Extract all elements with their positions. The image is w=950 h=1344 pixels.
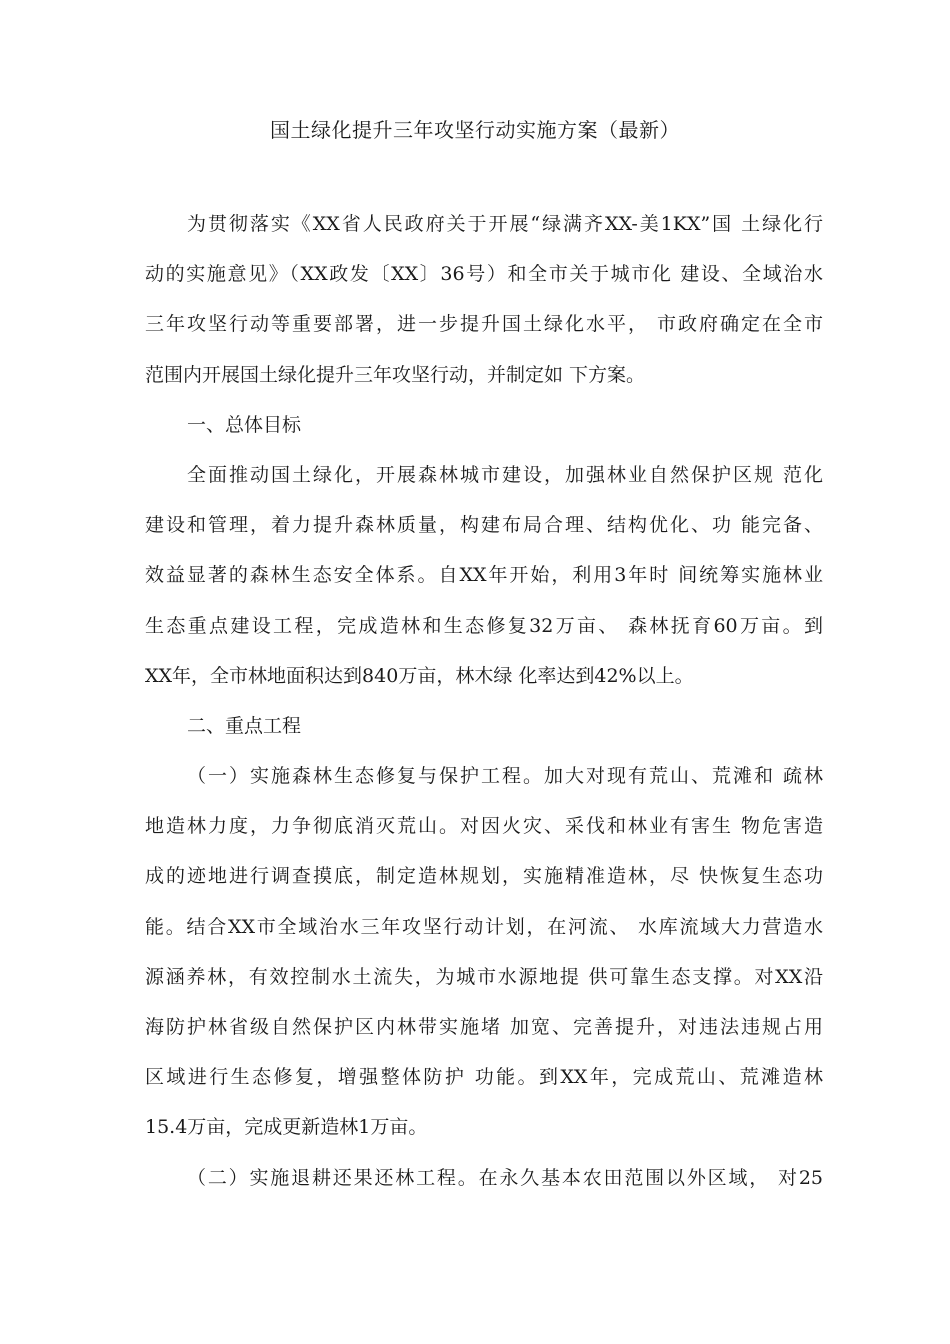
paragraph-line: 为贯彻落实《XX省人民政府关于开展“绿满齐XX-美1KX”国 土绿化行	[187, 213, 823, 235]
paragraph-line: （二）实施退耕还果还林工程。在永久基本农田范围以外区域， 对25	[187, 1166, 823, 1189]
paragraph-line: 范围内开展国土绿化提升三年攻坚行动，并制定如 下方案。	[145, 363, 646, 386]
paragraph-line: 三年攻坚行动等重要部署，进一步提升国土绿化水平， 市政府确定在全市	[145, 313, 823, 336]
document-body	[145, 206, 823, 1210]
paragraph-line: 成的迹地进行调查摸底，制定造林规划，实施精准造林，尽 快恢复生态功	[145, 865, 823, 888]
paragraph-line: （一）实施森林生态修复与保护工程。加大对现有荒山、荒滩和 疏林	[187, 765, 823, 788]
paragraph-line: 15.4万亩，完成更新造林1万亩。	[145, 1116, 428, 1139]
document-title: 国土绿化提升三年攻坚行动实施方案（最新）	[270, 118, 680, 142]
paragraph-line: 全面推动国土绿化，开展森林城市建设，加强林业自然保护区规 范化	[187, 463, 823, 486]
paragraph-line: 源涵养林，有效控制水土流失，为城市水源地提 供可靠生态支撑。对XX沿	[145, 965, 823, 988]
paragraph-line: 效益显著的森林生态安全体系。自XX年开始，利用3年时 间统筹实施林业	[145, 564, 823, 587]
paragraph-line: 生态重点建设工程，完成造林和生态修复32万亩、 森林抚育60万亩。到	[145, 614, 823, 637]
paragraph-line: 动的实施意见》（XX政发〔XX〕36号）和全市关于城市化 建设、全域治水	[145, 263, 823, 286]
paragraph-line: 海防护林省级自然保护区内林带实施堵 加宽、完善提升，对违法违规占用	[145, 1016, 823, 1038]
paragraph-line: XX年，全市林地面积达到840万亩，林木绿 化率达到42%以上。	[145, 664, 694, 687]
paragraph-line: 区域进行生态修复，增强整体防护 功能。到XX年，完成荒山、荒滩造林	[145, 1066, 823, 1089]
paragraph-line: 建设和管理，着力提升森林质量，构建布局合理、结构优化、功 能完备、	[145, 514, 823, 537]
section-heading: 一、总体目标	[187, 413, 302, 436]
section-heading: 二、重点工程	[187, 714, 302, 737]
paragraph-line: 地造林力度，力争彻底消灭荒山。对因火灾、采伐和林业有害生 物危害造	[145, 815, 823, 838]
paragraph-line: 能。结合XX市全域治水三年攻坚行动计划，在河流、 水库流域大力营造水	[145, 915, 823, 938]
